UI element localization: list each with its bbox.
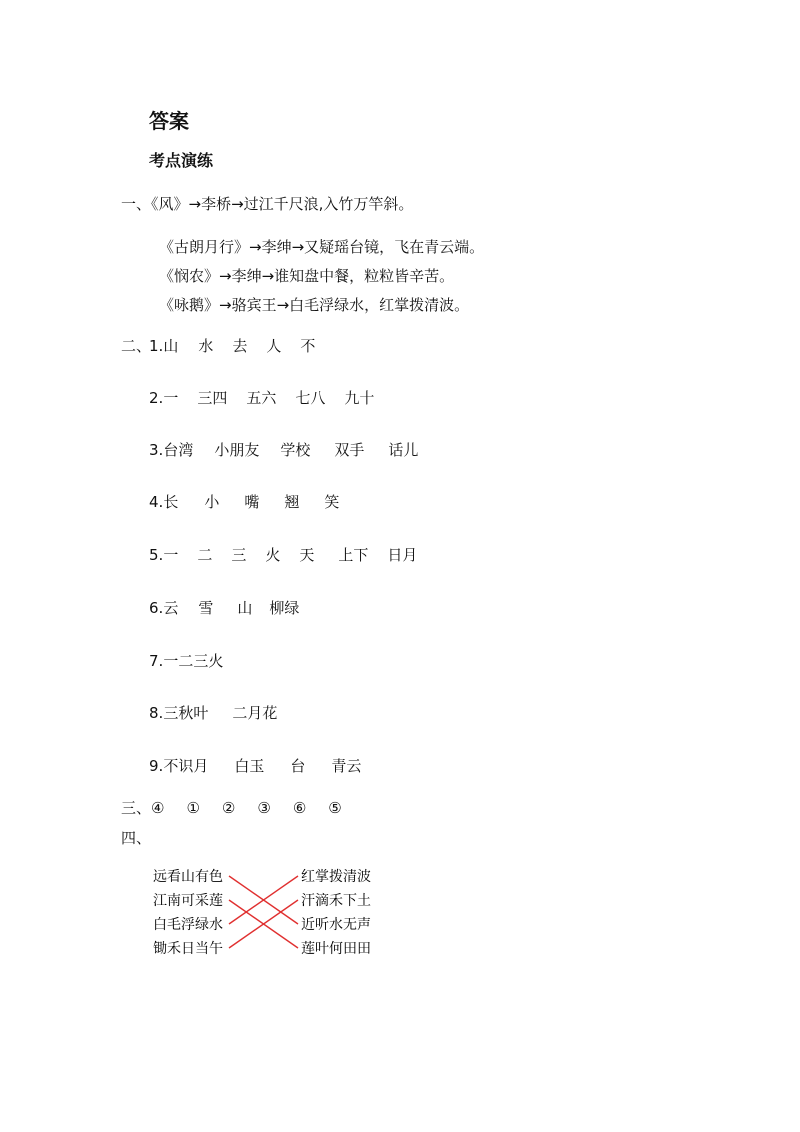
order-answer: ④ [151,799,165,817]
answer-word: 五六 [246,389,277,407]
poem-answer-line: 《咏鹅》→骆宾王→白毛浮绿水，红掌拨清波。 [159,296,470,314]
answer-word: 一 [163,389,179,407]
answer-word: 双手 [334,441,365,459]
item-number: 5. [149,546,164,564]
section-1-label: 一、 [121,195,152,213]
poem-answer-text: 《风》→李桥→过江千尺浪,入竹万竿斜。 [151,195,414,213]
answer-word: 水 [198,337,214,355]
answer-word: 白玉 [234,757,265,775]
item-number: 6. [149,599,164,617]
answer-word: 话儿 [388,441,419,459]
answer-word: 二 [197,546,213,564]
left-phrase: 江南可采莲 [153,893,223,909]
right-phrase: 近听水无声 [301,917,371,933]
left-phrase: 锄禾日当午 [153,941,223,957]
left-phrase: 远看山有色 [153,869,223,885]
section-heading: 考点演练 [149,151,214,170]
answer-word: 天 [299,546,315,564]
answer-word: 三秋叶 [163,704,209,722]
answer-word: 一 [163,546,179,564]
answer-word: 长 [163,493,179,511]
page-title: 答案 [149,109,189,133]
order-answer: ② [221,799,236,817]
answer-word: 台 [290,757,306,775]
answer-word: 不 [300,337,316,355]
answer-word: 翘 [284,493,300,511]
answer-word: 嘴 [244,493,260,511]
right-phrase: 汗滴禾下土 [301,893,371,909]
match-lines [229,876,298,948]
answer-word: 九十 [344,389,375,407]
order-answer: ⑥ [292,799,307,817]
item-number: 3. [149,441,164,459]
item-number: 8. [149,704,164,722]
item-number: 1. [149,337,164,355]
right-phrase: 莲叶何田田 [301,941,371,957]
answer-word: 七八 [295,389,326,407]
answer-word: 人 [266,337,282,355]
answer-word: 不识月 [163,757,209,775]
answer-word: 雪 [198,599,214,617]
answer-word: 小 [204,493,220,511]
answer-word: 山 [163,337,179,355]
section-4-label: 四、 [121,829,152,847]
answer-word: 日月 [387,546,418,564]
section-3-label: 三、 [121,799,152,817]
right-phrase: 红掌拨清波 [301,869,371,885]
section-2-label: 二、 [121,337,152,355]
item-number: 7. [149,652,164,670]
item-number: 4. [149,493,164,511]
answer-word: 二月花 [232,704,278,722]
answer-word: 学校 [280,441,311,459]
answer-word: 一二三火 [163,652,224,670]
answer-word: 山 [237,599,253,617]
left-phrase: 白毛浮绿水 [153,917,223,933]
item-number: 9. [149,757,164,775]
answer-word: 云 [163,599,179,617]
order-answer: ⑤ [328,799,342,817]
poem-answer-line: 《悯农》→李绅→谁知盘中餐，粒粒皆辛苦。 [159,267,455,285]
order-answer: ③ [257,799,271,817]
order-answer: ① [186,799,200,817]
answer-word: 三四 [197,389,228,407]
answer-word: 去 [232,337,248,355]
answer-word: 柳绿 [269,599,300,617]
answer-word: 小朋友 [214,441,260,459]
answer-word: 三 [231,546,247,564]
answer-word: 青云 [331,757,362,775]
item-number: 2. [149,389,164,407]
answer-word: 台湾 [163,441,194,459]
answer-word: 上下 [338,546,369,564]
answer-word: 笑 [324,493,340,511]
answer-word: 火 [265,546,281,564]
poem-answer-line: 《古朗月行》→李绅→又疑瑶台镜，飞在青云端。 [159,238,485,256]
